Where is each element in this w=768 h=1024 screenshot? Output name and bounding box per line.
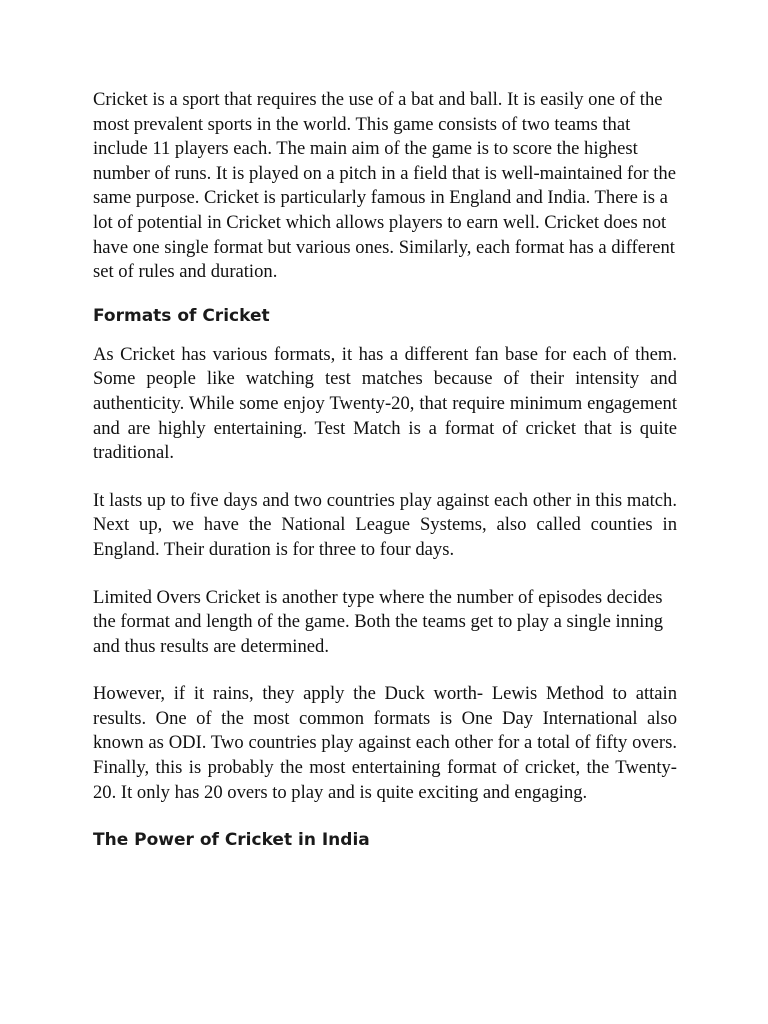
document-page	[93, 88, 677, 851]
formats-paragraph-2: It lasts up to five days and two countries play against each other in this match. Next up, we have the National League Systems, also called counties in England. Their duration is for three to four days.	[93, 489, 677, 560]
intro-paragraph: Cricket is a sport that requires the use of a bat and ball. It is easily one of the most prevalent sports in the world. This game consists of two teams that include 11 players each. The main aim of the game is to score the highest number of runs. It is played on a pitch in a field that is well-maintained for the same purpose. Cricket is particularly famous in England and India. There is a lot of potential in Cricket which allows players to earn well. Cricket does not have one single format but various ones. Similarly, each format has a different set of rules and duration.	[93, 89, 676, 283]
formats-paragraph-4: However, if it rains, they apply the Duck worth- Lewis Method to attain results. One of the most common formats is One Day International also known as ODI. Two countries play against each other for a total of fifty overs. Finally, this is probably the most entertaining format of cricket, the Twenty-20. It only has 20 overs to play and is quite exciting and engaging.	[93, 683, 677, 803]
formats-paragraph-3: Limited Overs Cricket is another type where the number of episodes decides the format and length of the game. Both the teams get to play a single inning and thus results are determined.	[93, 586, 664, 657]
section-heading-formats: Formats of Cricket	[93, 305, 270, 326]
formats-paragraph-1: As Cricket has various formats, it has a different fan base for each of them. Some people like watching test matches because of their intensity and authenticity. While some enjoy Twenty-20, that require minimum engagement and are highly entertaining. Test Match is a format of cricket that is quite traditional.	[93, 343, 677, 464]
section-heading-india: The Power of Cricket in India	[93, 830, 370, 851]
